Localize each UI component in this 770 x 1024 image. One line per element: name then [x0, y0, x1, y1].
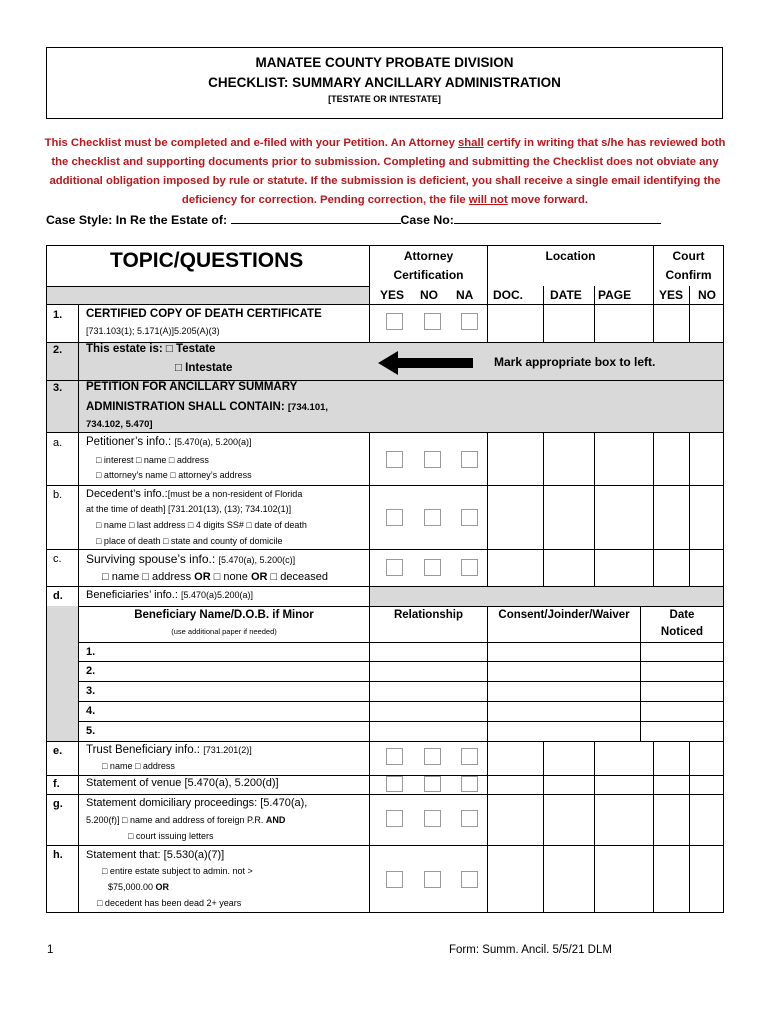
- row-b-att-no-checkbox[interactable]: [424, 509, 441, 526]
- row3-number: 3.: [53, 382, 63, 394]
- row-h-amount: $75,000.00: [108, 882, 156, 892]
- row-b-line2: at the time of death] [731.201(13), (13); 734.102(1)]: [86, 504, 292, 514]
- row-a-att-yes-checkbox[interactable]: [386, 451, 403, 468]
- row-e-ref: [731.201(2)]: [203, 745, 252, 755]
- row-c-title-text: Surviving spouse’s info.:: [86, 552, 216, 566]
- row-a-title-text: Petitioner’s info.:: [86, 436, 172, 448]
- row3-ref1: [734.101,: [287, 402, 329, 413]
- row-b-line3: □ name □ last address □ 4 digits SS# □ date of death: [96, 520, 307, 530]
- row-g-line3: □ court issuing letters: [128, 831, 214, 841]
- row-f-att-no-checkbox[interactable]: [424, 776, 441, 792]
- row1-number: 1.: [53, 309, 63, 321]
- row-b-title: Decedent’s info.:: [86, 488, 168, 500]
- row-b-ref: [must be a non-resident of Florida: [167, 489, 303, 499]
- row-g-att-no-checkbox[interactable]: [424, 810, 441, 827]
- row-c-line2: [102, 571, 328, 583]
- court-yes-heading: YES: [659, 288, 684, 302]
- row2-note: Mark appropriate box to left.: [494, 355, 656, 369]
- row1-att-no-checkbox[interactable]: [424, 313, 441, 330]
- att-no-heading: NO: [420, 288, 438, 302]
- instructions-part-2: certify in writing that s/he has reviewed both the checklist and supporting documents prior to submission. Completing and submitting the Checklist does not obviate any additional obligation imposed by rule or statute. If the submission is deficient, you shall receive a single email identifying the deficiency for correction. Pending correction, the file: [49, 137, 726, 206]
- row-g-and: AND: [265, 815, 286, 825]
- att-yes-heading: YES: [380, 288, 405, 302]
- row-c-opt1: □ name □ address: [102, 571, 195, 583]
- row-f-letter: f.: [53, 778, 60, 790]
- row-c-or1: OR: [194, 571, 211, 583]
- header-type: [TESTATE OR INTESTATE]: [328, 94, 441, 104]
- row-c-or2: OR: [250, 571, 268, 583]
- relationship-heading: Relationship: [393, 609, 463, 621]
- row-b-letter: b.: [53, 489, 63, 501]
- row-a-ref: [5.470(a), 5.200(a)]: [174, 437, 252, 447]
- row-g-line2-text: 5.200(f)] □ name and address of foreign P.R.: [86, 815, 266, 825]
- beneficiary-name-note: (use additional paper if needed): [171, 627, 277, 636]
- location-heading: Location: [545, 249, 596, 263]
- row-e-line2: □ name □ address: [102, 761, 175, 771]
- row-c-title: [86, 552, 295, 566]
- row-h-or: OR: [155, 882, 170, 892]
- row-e-letter: e.: [53, 745, 63, 757]
- row1-att-na-checkbox[interactable]: [461, 313, 478, 330]
- row1-att-yes-checkbox[interactable]: [386, 313, 403, 330]
- row-d-shade: [369, 587, 723, 606]
- row-h-letter: h.: [53, 849, 63, 861]
- beneficiary-row-4: 4.: [86, 705, 96, 717]
- case-style-line: [46, 211, 661, 227]
- row-c-att-no-checkbox[interactable]: [424, 559, 441, 576]
- instructions: [40, 134, 730, 210]
- row-a-letter: a.: [53, 437, 63, 449]
- row-g-line2: [86, 815, 285, 825]
- row-a-att-no-checkbox[interactable]: [424, 451, 441, 468]
- row-c-ref: [5.470(a), 5.200(c)]: [218, 555, 296, 565]
- row-g-att-yes-checkbox[interactable]: [386, 810, 403, 827]
- case-style-label: Case Style: In Re the Estate of:: [46, 213, 228, 227]
- row-c-letter: c.: [53, 553, 62, 565]
- row-f-att-yes-checkbox[interactable]: [386, 776, 403, 792]
- form-id: Form: Summ. Ancil. 5/5/21 DLM: [449, 944, 612, 956]
- header-subtitle: CHECKLIST: SUMMARY ANCILLARY ADMINISTRATION: [208, 75, 561, 90]
- row-a-att-na-checkbox[interactable]: [461, 451, 478, 468]
- row-e-title: [86, 744, 252, 756]
- date-noticed-heading-1: Date: [669, 609, 695, 621]
- row-b-att-na-checkbox[interactable]: [461, 509, 478, 526]
- court-heading: Court: [672, 249, 705, 263]
- row-d-title: [86, 589, 253, 601]
- instructions-will-not: will not: [468, 194, 508, 206]
- row-d-ref: [5.470(a)5.200(a)]: [180, 590, 254, 600]
- case-no-field[interactable]: [454, 211, 661, 224]
- row-a-line3: □ attorney’s name □ attorney’s address: [96, 470, 252, 480]
- row-e-att-no-checkbox[interactable]: [424, 748, 441, 765]
- row-c-opt2: □ none: [210, 571, 251, 583]
- beneficiary-row-2: 2.: [86, 665, 96, 677]
- topic-header-shade: [47, 287, 369, 304]
- row-g-line1: Statement domiciliary proceedings: [5.470(a),: [86, 797, 308, 809]
- row-h-att-na-checkbox[interactable]: [461, 871, 478, 888]
- row-g-att-na-checkbox[interactable]: [461, 810, 478, 827]
- header-box: [46, 47, 723, 119]
- row-f-att-na-checkbox[interactable]: [461, 776, 478, 792]
- row-a-title: [86, 436, 251, 448]
- row-h-line4: □ decedent has been dead 2+ years: [97, 898, 242, 908]
- instructions-shall: shall: [458, 137, 484, 149]
- row-b-line1: [86, 488, 302, 500]
- page-number: 1: [47, 944, 54, 956]
- attorney-heading: Attorney: [403, 249, 454, 263]
- header-title: MANATEE COUNTY PROBATE DIVISION: [255, 55, 514, 70]
- beneficiary-row-5: 5.: [86, 725, 96, 737]
- row2-number: 2.: [53, 344, 63, 356]
- row1-ref: [731.103(1); 5.171(A)]5.205(A)(3): [86, 326, 220, 336]
- row-h-att-no-checkbox[interactable]: [424, 871, 441, 888]
- beneficiary-name-heading: Beneficiary Name/D.O.B. if Minor: [134, 609, 314, 621]
- row-d-letter: d.: [53, 590, 63, 602]
- beneficiary-row-1: 1.: [86, 646, 96, 658]
- row-e-att-na-checkbox[interactable]: [461, 748, 478, 765]
- att-na-heading: NA: [456, 288, 474, 302]
- row2-intestate-option[interactable]: □ Intestate: [175, 362, 233, 374]
- row-b-att-yes-checkbox[interactable]: [386, 509, 403, 526]
- row-h-line2: □ entire estate subject to admin. not >: [102, 866, 253, 876]
- court-no-heading: NO: [698, 288, 716, 302]
- topic-questions-heading: TOPIC/QUESTIONS: [110, 249, 304, 272]
- instructions-part-1: This Checklist must be completed and e-filed with your Petition. An Attorney: [44, 137, 458, 149]
- row-c-att-na-checkbox[interactable]: [461, 559, 478, 576]
- beneficiary-num-shade: [47, 606, 78, 742]
- row3-title-line2: [86, 401, 328, 413]
- row-h-line3: [108, 882, 169, 892]
- row1-title: CERTIFIED COPY OF DEATH CERTIFICATE: [86, 308, 322, 320]
- row2-title: This estate is: □ Testate: [86, 343, 216, 355]
- row-c-att-yes-checkbox[interactable]: [386, 559, 403, 576]
- row-h-att-yes-checkbox[interactable]: [386, 871, 403, 888]
- row-c-opt3: □ deceased: [267, 571, 328, 583]
- left-arrow-icon: [378, 350, 474, 376]
- row-f-title: Statement of venue [5.470(a), 5.200(d)]: [86, 777, 279, 789]
- date-noticed-heading-2: Noticed: [660, 626, 704, 638]
- row3-ref2: 734.102, 5.470]: [86, 419, 153, 430]
- consent-heading: Consent/Joinder/Waiver: [498, 609, 630, 621]
- row-g-letter: g.: [53, 798, 63, 810]
- instructions-part-3: move forward.: [507, 194, 589, 206]
- case-no-label: Case No:: [400, 213, 454, 227]
- row-b-line4: □ place of death □ state and county of domicile: [96, 536, 283, 546]
- row-d-title-text: Beneficiaries’ info.:: [86, 589, 178, 601]
- certification-heading: Certification: [393, 268, 464, 282]
- row-h-line1: Statement that: [5.530(a)(7)]: [86, 849, 225, 861]
- row3-title-line1: PETITION FOR ANCILLARY SUMMARY: [86, 381, 298, 393]
- row3-title-line2-text: ADMINISTRATION SHALL CONTAIN:: [86, 401, 285, 413]
- beneficiary-row-3: 3.: [86, 685, 96, 697]
- doc-heading: DOC.: [493, 288, 523, 302]
- date-heading: DATE: [550, 288, 582, 302]
- row-e-title-text: Trust Beneficiary info.:: [86, 744, 200, 756]
- row-e-att-yes-checkbox[interactable]: [386, 748, 403, 765]
- row-a-line2: □ interest □ name □ address: [96, 455, 209, 465]
- case-style-field[interactable]: [231, 211, 401, 224]
- confirm-heading: Confirm: [665, 268, 712, 282]
- page-heading: PAGE: [598, 288, 632, 302]
